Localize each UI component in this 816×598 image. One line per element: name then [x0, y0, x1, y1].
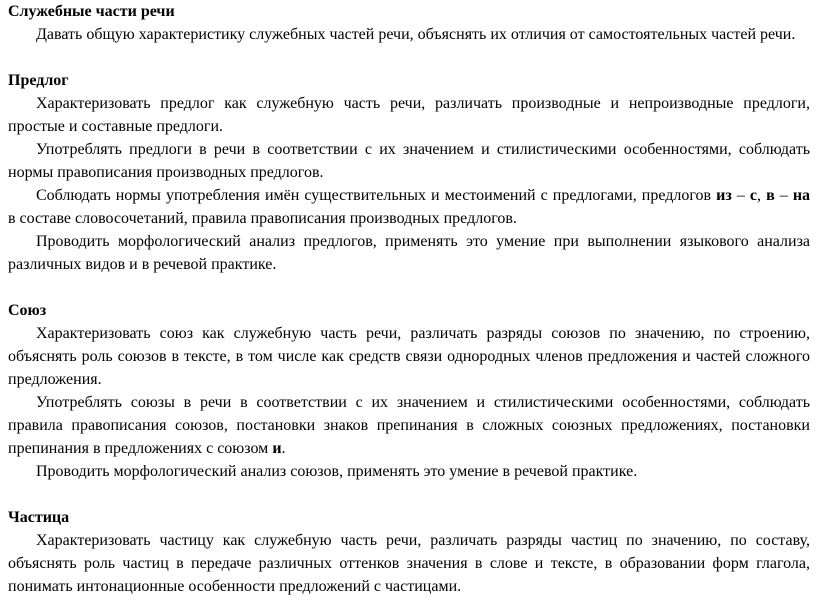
preposition-p4-line2: различных видов и в речевой практике.: [8, 256, 277, 273]
preposition-p3-line1: [8, 184, 810, 207]
conjunction-p2-line2: правила правописания союзов, постановки знаков препинания в сложных союзных предложениях, постановки: [8, 417, 810, 434]
preposition-word-v: в: [766, 187, 775, 204]
section-title-service-parts: Служебные части речи: [8, 3, 175, 20]
preposition-p1-line1: Характеризовать предлог как служебную часть речи, различать производные и непроизводные предлоги,: [36, 95, 810, 112]
conjunction-p3-line1: Проводить морфологический анализ союзов, применять это умение в речевой практике.: [36, 463, 638, 480]
spacer: [8, 46, 810, 69]
spacer: [8, 483, 810, 506]
preposition-p2-line1: Употреблять предлоги в речи в соответствии с их значением и стилистическими особенностями, соблюдать: [36, 141, 810, 158]
section-title-conjunction: Союз: [8, 302, 47, 319]
conjunction-word-i: и: [272, 440, 282, 457]
period: .: [281, 440, 286, 457]
particle-p1-line1: Характеризовать частицу как служебную часть речи, различать разряды частиц по значению, по составу,: [36, 532, 810, 549]
preposition-word-iz: из: [716, 187, 732, 204]
particle-p1-line2: объяснять роль частиц в передаче различных оттенков значения в слове и тексте, в образовании форм глагола,: [8, 555, 810, 572]
section-title-particle: Частица: [8, 509, 70, 526]
conjunction-p2-line3: [8, 437, 810, 460]
dash: –: [731, 187, 750, 204]
dash: –: [774, 187, 793, 204]
preposition-word-s: с: [749, 187, 758, 204]
preposition-p1-line2: простые и составные предлоги.: [8, 118, 224, 135]
conjunction-p1-line1: Характеризовать союз как служебную часть речи, различать разряды союзов по значению, по строению,: [36, 325, 810, 342]
comma: ,: [757, 187, 767, 204]
conjunction-p2-line1: Употреблять союзы в речи в соответствии с их значением и стилистическими особенностями, соблюдать: [36, 394, 810, 411]
conjunction-p2-text: препинания в предложениях с союзом: [8, 440, 273, 457]
preposition-p4-line1: Проводить морфологический анализ предлогов, применять это умение при выполнении языкового анализа: [36, 233, 810, 250]
section-title-preposition: Предлог: [8, 72, 69, 89]
preposition-word-na: на: [792, 187, 810, 204]
spacer: [8, 276, 810, 299]
preposition-p3-text: Соблюдать нормы употребления имён существительных и местоимений с предлогами, предлогов: [36, 187, 717, 204]
conjunction-p1-line2: объяснять роль союзов в тексте, в том числе как средств связи однородных членов предложения и частей сложного: [8, 348, 810, 365]
particle-p1-line3: понимать интонационные особенности предложений с частицами.: [8, 578, 462, 595]
preposition-p3-line2: в составе словосочетаний, правила правописания производных предлогов.: [8, 210, 517, 227]
conjunction-p1-line3: предложения.: [8, 371, 102, 388]
preposition-p2-line2: нормы правописания производных предлогов.: [8, 164, 324, 181]
service-parts-paragraph: Давать общую характеристику служебных частей речи, объяснять их отличия от самостоятельных частей речи.: [36, 26, 796, 43]
